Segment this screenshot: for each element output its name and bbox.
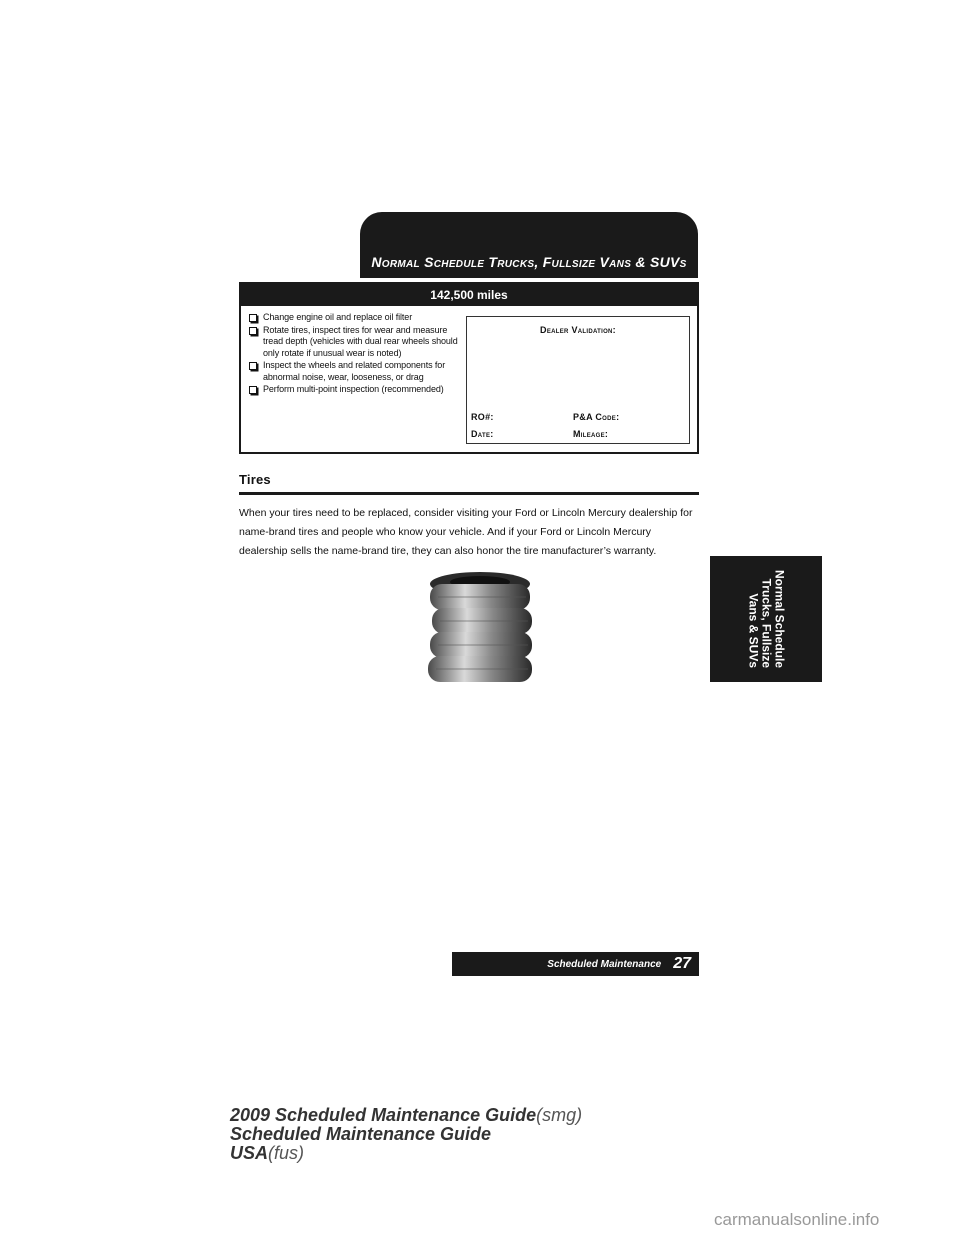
task-label: Change engine oil and replace oil filter <box>263 312 413 322</box>
checkbox-icon[interactable] <box>249 314 257 322</box>
chapter-side-tab <box>710 556 822 682</box>
tire-stack-image <box>420 568 544 686</box>
side-tab-line: Trucks, Fullsize <box>759 578 774 669</box>
watermark-text: carmanualsonline.info <box>714 1210 880 1229</box>
checkbox-icon[interactable] <box>249 327 257 335</box>
date-field: Date: <box>471 429 494 439</box>
task-checklist <box>249 312 461 397</box>
footer-label: Scheduled Maintenance <box>547 958 662 970</box>
task-item <box>249 360 461 383</box>
page-number: 27 <box>673 955 691 972</box>
task-item <box>249 325 461 360</box>
side-tab-label <box>747 570 786 668</box>
ro-number-field: RO#: <box>471 412 494 422</box>
task-item <box>249 384 461 396</box>
pa-code-field: P&A Code: <box>573 412 620 422</box>
mileage-field: Mileage: <box>573 429 609 439</box>
task-label: Perform multi-point inspection (recommended) <box>263 384 444 394</box>
doc-info-title: 2009 Scheduled Maintenance Guide <box>230 1105 537 1125</box>
tires-heading: Tires <box>239 472 271 487</box>
doc-info-code: (smg) <box>536 1105 583 1125</box>
doc-info-subtitle: Scheduled Maintenance Guide <box>230 1124 492 1144</box>
task-label: Inspect the wheels and related components for abnormal noise, wear, looseness, or drag <box>263 360 446 382</box>
section-header-tab <box>360 212 698 278</box>
interval-mileage-heading: 142,500 miles <box>241 284 697 306</box>
maintenance-interval-box <box>239 282 699 454</box>
section-divider <box>239 492 699 495</box>
side-tab-line: Normal Schedule <box>772 569 787 669</box>
task-label: Rotate tires, inspect tires for wear and measure tread depth (vehicles with dual rear wheels should only rotate if unusual wear is noted) <box>263 324 458 358</box>
doc-info-market: USA <box>230 1143 269 1163</box>
document-info <box>230 1106 582 1163</box>
section-header-title: Normal Schedule Trucks, Fullsize Vans & SUVs <box>371 254 687 270</box>
checkbox-icon[interactable] <box>249 362 257 370</box>
dealer-validation-box <box>466 316 690 444</box>
task-item <box>249 312 461 324</box>
doc-info-market-code: (fus) <box>268 1143 305 1163</box>
page-footer <box>452 952 699 976</box>
tires-body-text: When your tires need to be replaced, consider visiting your Ford or Lincoln Mercury dealership for name-brand tires and people who know your vehicle. And if your Ford or Lincoln Mercury dealership sells the name-brand tire, they can also honor the tire manufacturer’s warranty. <box>239 507 693 557</box>
checkbox-icon[interactable] <box>249 386 257 394</box>
side-tab-line: Vans & SUVs <box>746 593 761 669</box>
dealer-validation-title: Dealer Validation: <box>540 325 616 335</box>
